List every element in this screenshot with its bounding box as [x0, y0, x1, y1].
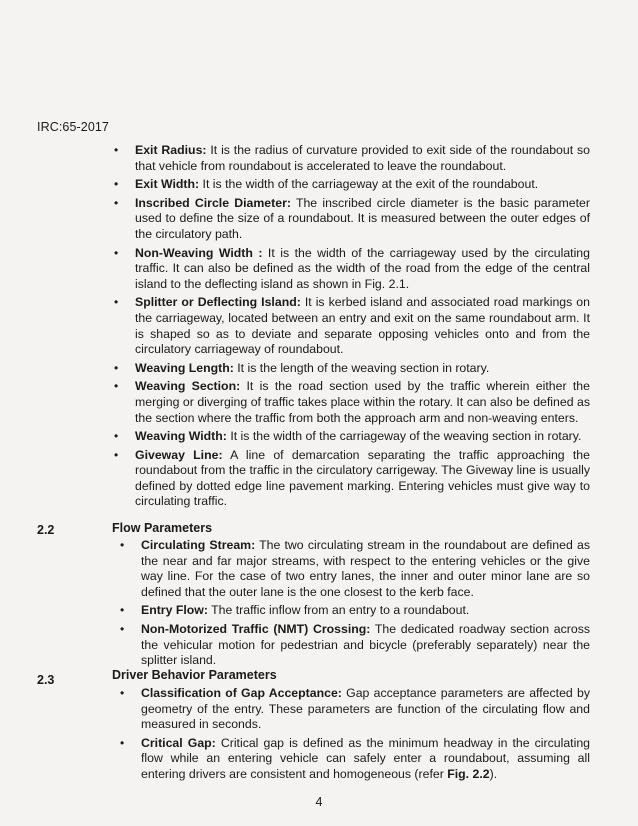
- list-item: [118, 686, 590, 733]
- section-number: 2.2: [37, 523, 55, 537]
- bullet: •: [114, 295, 119, 310]
- bullet: •: [114, 429, 119, 444]
- list-item: [112, 448, 590, 510]
- section-number: 2.3: [37, 673, 55, 687]
- list-item: [118, 622, 590, 669]
- term: Weaving Length:: [135, 360, 234, 375]
- definition: It is the width of the carriageway of the weaving section in rotary.: [230, 429, 582, 444]
- bullet: •: [114, 195, 119, 210]
- term: Entry Flow:: [141, 603, 208, 618]
- bullet: •: [120, 603, 125, 618]
- definition: It is the length of the weaving section in rotary.: [237, 360, 490, 375]
- term: Non-Motorized Traffic (NMT) Crossing:: [141, 621, 371, 636]
- bullet: •: [114, 245, 119, 260]
- definition: The two circulating stream in the roundabout are defined as the near and far major streams, with respect to the entering vehicles or the give way line. For the case of two entry lanes, the inner and outer minor lane are so defined that the outer lane is the one closest to the kerb face.: [141, 538, 590, 599]
- term: Critical Gap:: [141, 735, 216, 750]
- term: Inscribed Circle Diameter:: [135, 195, 291, 210]
- list-item: [118, 603, 590, 619]
- bullet: •: [114, 143, 119, 157]
- definition: It is the width of the carriageway at the exit of the roundabout.: [202, 177, 539, 192]
- term: Weaving Section:: [135, 379, 241, 394]
- list-item: [112, 429, 590, 445]
- list-item: [112, 246, 590, 293]
- term: Exit Width:: [135, 177, 200, 192]
- definition: It is the radius of curvature provided to exit side of the roundabout so that vehicle from roundabout is accelerated to leave the roundabout.: [135, 143, 590, 173]
- definitions-list: [112, 143, 590, 513]
- definition: Gap acceptance parameters are affected by geometry of the entry. These parameters are function of the circulating flow and measured in seconds.: [141, 686, 590, 732]
- list-item: [112, 196, 590, 243]
- bullet: •: [114, 360, 119, 375]
- bullet: •: [114, 447, 119, 462]
- bullet: •: [120, 686, 125, 700]
- term: Splitter or Deflecting Island:: [135, 295, 301, 310]
- term: Giveway Line:: [135, 447, 223, 462]
- term: Non-Weaving Width :: [135, 245, 263, 260]
- driver-behavior-list: [118, 686, 590, 786]
- bullet: •: [114, 177, 119, 192]
- list-item: [112, 143, 590, 174]
- list-item: [112, 177, 590, 193]
- page-number: 4: [315, 795, 323, 809]
- term: Weaving Width:: [135, 429, 227, 444]
- list-item: [112, 361, 590, 377]
- bullet: •: [120, 735, 125, 750]
- definition: It is the width of the carriageway used by the circulating traffic. It can also be defined as the width of the road from the edge of the central island to the deflecting island as shown in Fig. 2.1.: [135, 245, 590, 291]
- term: Classification of Gap Acceptance:: [141, 686, 342, 700]
- definition: The traffic inflow from an entry to a roundabout.: [211, 603, 470, 618]
- list-item: [112, 379, 590, 426]
- definition: It is the road section used by the traffic wherein either the merging or diverging of traffic takes place within the rotary. It can also be defined as the section where the traffic from both the approach arm and non-weaving enters.: [135, 379, 590, 425]
- definition: A line of demarcation separating the traffic approaching the roundabout from the traffic in the circulatory carrigeway. The Giveway line is usually defined by dotted edge line pavement marking. Entering vehicles must give way to circulating traffic.: [135, 447, 590, 509]
- list-item: [118, 736, 590, 783]
- section-title: Flow Parameters: [112, 521, 213, 535]
- definition: The dedicated roadway section across the vehicular motion for pedestrian and bicycle (preferably separately) near the splitter island.: [141, 621, 590, 668]
- definition-tail: ).: [489, 766, 498, 781]
- list-item: [118, 538, 590, 600]
- term: Circulating Stream:: [141, 538, 256, 552]
- flow-parameters-list: [118, 538, 590, 672]
- section-title: Driver Behavior Parameters: [112, 668, 277, 682]
- list-item: [112, 295, 590, 357]
- figure-reference: Fig. 2.2: [447, 766, 490, 781]
- definition: Critical gap is defined as the minimum headway in the circulating flow while an entering vehicle can safely enter a roundabout, assuming all entering drivers are consistent and homogeneous (refer: [141, 735, 590, 781]
- definition: The inscribed circle diameter is the basic parameter used to define the size of a roundabout. It is measured between the outer edges of the circulatory path.: [135, 195, 590, 241]
- bullet: •: [114, 379, 119, 394]
- bullet: •: [120, 621, 125, 636]
- bullet: •: [120, 538, 125, 552]
- definition: It is kerbed island and associated road markings on the carriageway, located between an entry and exit on the same roundabout arm. It is shaped so as to deviate and separate opposing vehicles onto and from the circulatory carriageway of roundabout.: [135, 295, 590, 357]
- term: Exit Radius:: [135, 143, 207, 157]
- document-code: IRC:65-2017: [37, 120, 109, 134]
